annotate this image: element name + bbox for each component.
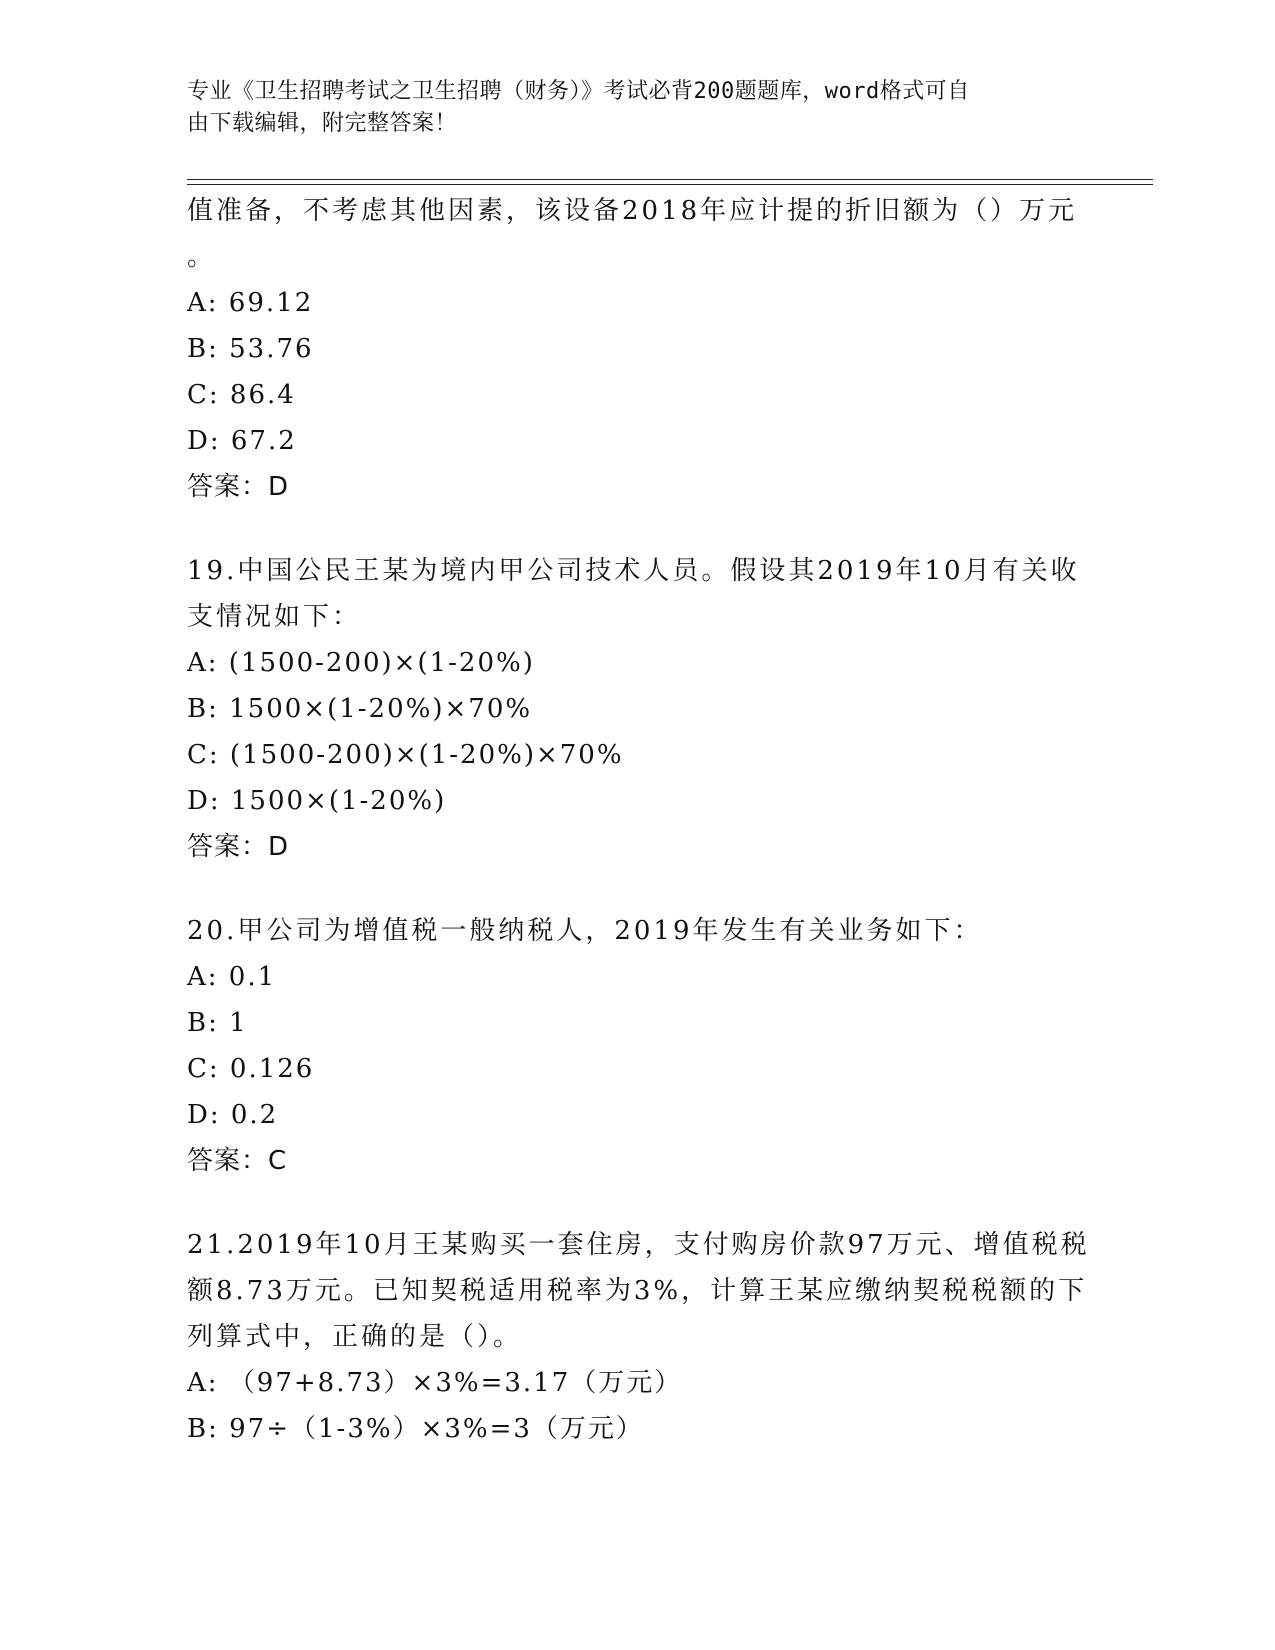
option-c: C: (1500-200)×(1-20%)×70%	[187, 740, 624, 770]
question-text-line: 支情况如下：	[187, 602, 362, 632]
option-d: D: 1500×(1-20%)	[187, 786, 447, 816]
header-line-2: 由下载编辑，附完整答案！	[187, 111, 458, 136]
question-text-line: 21.2019年10月王某购买一套住房，支付购房价款97万元、增值税税	[187, 1230, 1090, 1260]
answer-label: 答案：D	[187, 832, 290, 862]
question-text-line: 19.中国公民王某为境内甲公司技术人员。假设其2019年10月有关收	[187, 556, 1080, 586]
header-line-1: 专业《卫生招聘考试之卫生招聘（财务）》考试必背200题题库，word格式可自	[187, 79, 970, 104]
option-a: A: (1500-200)×(1-20%)	[187, 648, 535, 678]
document-header	[187, 76, 1067, 140]
answer-label: 答案：C	[187, 1146, 288, 1176]
option-b: B: 1	[187, 1008, 248, 1038]
question-text-line: 20.甲公司为增值税一般纳税人，2019年发生有关业务如下：	[187, 916, 983, 946]
option-a: A: 69.12	[187, 288, 314, 318]
answer-label: 答案：D	[187, 472, 290, 502]
question-text-line: 列算式中，正确的是（）。	[187, 1322, 523, 1352]
option-c: C: 86.4	[187, 380, 296, 410]
header-rule-top	[187, 179, 1153, 180]
question-19	[187, 548, 1087, 870]
header-rule-bottom	[187, 184, 1153, 185]
option-b: B: 53.76	[187, 334, 314, 364]
option-a: A: （97+8.73）×3%=3.17（万元）	[187, 1368, 683, 1398]
option-b: B: 1500×(1-20%)×70%	[187, 694, 533, 724]
option-a: A: 0.1	[187, 962, 277, 992]
question-20	[187, 908, 1087, 1184]
question-text-line: 额8.73万元。已知契税适用税率为3%，计算王某应缴纳契税税额的下	[187, 1276, 1088, 1306]
question-18	[187, 188, 1087, 510]
question-21	[187, 1222, 1090, 1452]
option-d: D: 67.2	[187, 426, 297, 456]
document-body	[187, 188, 1090, 1452]
question-text-line: 。	[187, 242, 216, 272]
question-text-line: 值准备，不考虑其他因素，该设备2018年应计提的折旧额为（）万元	[187, 196, 1078, 226]
option-b: B: 97÷（1-3%）×3%=3（万元）	[187, 1414, 644, 1444]
option-d: D: 0.2	[187, 1100, 279, 1130]
option-c: C: 0.126	[187, 1054, 315, 1084]
